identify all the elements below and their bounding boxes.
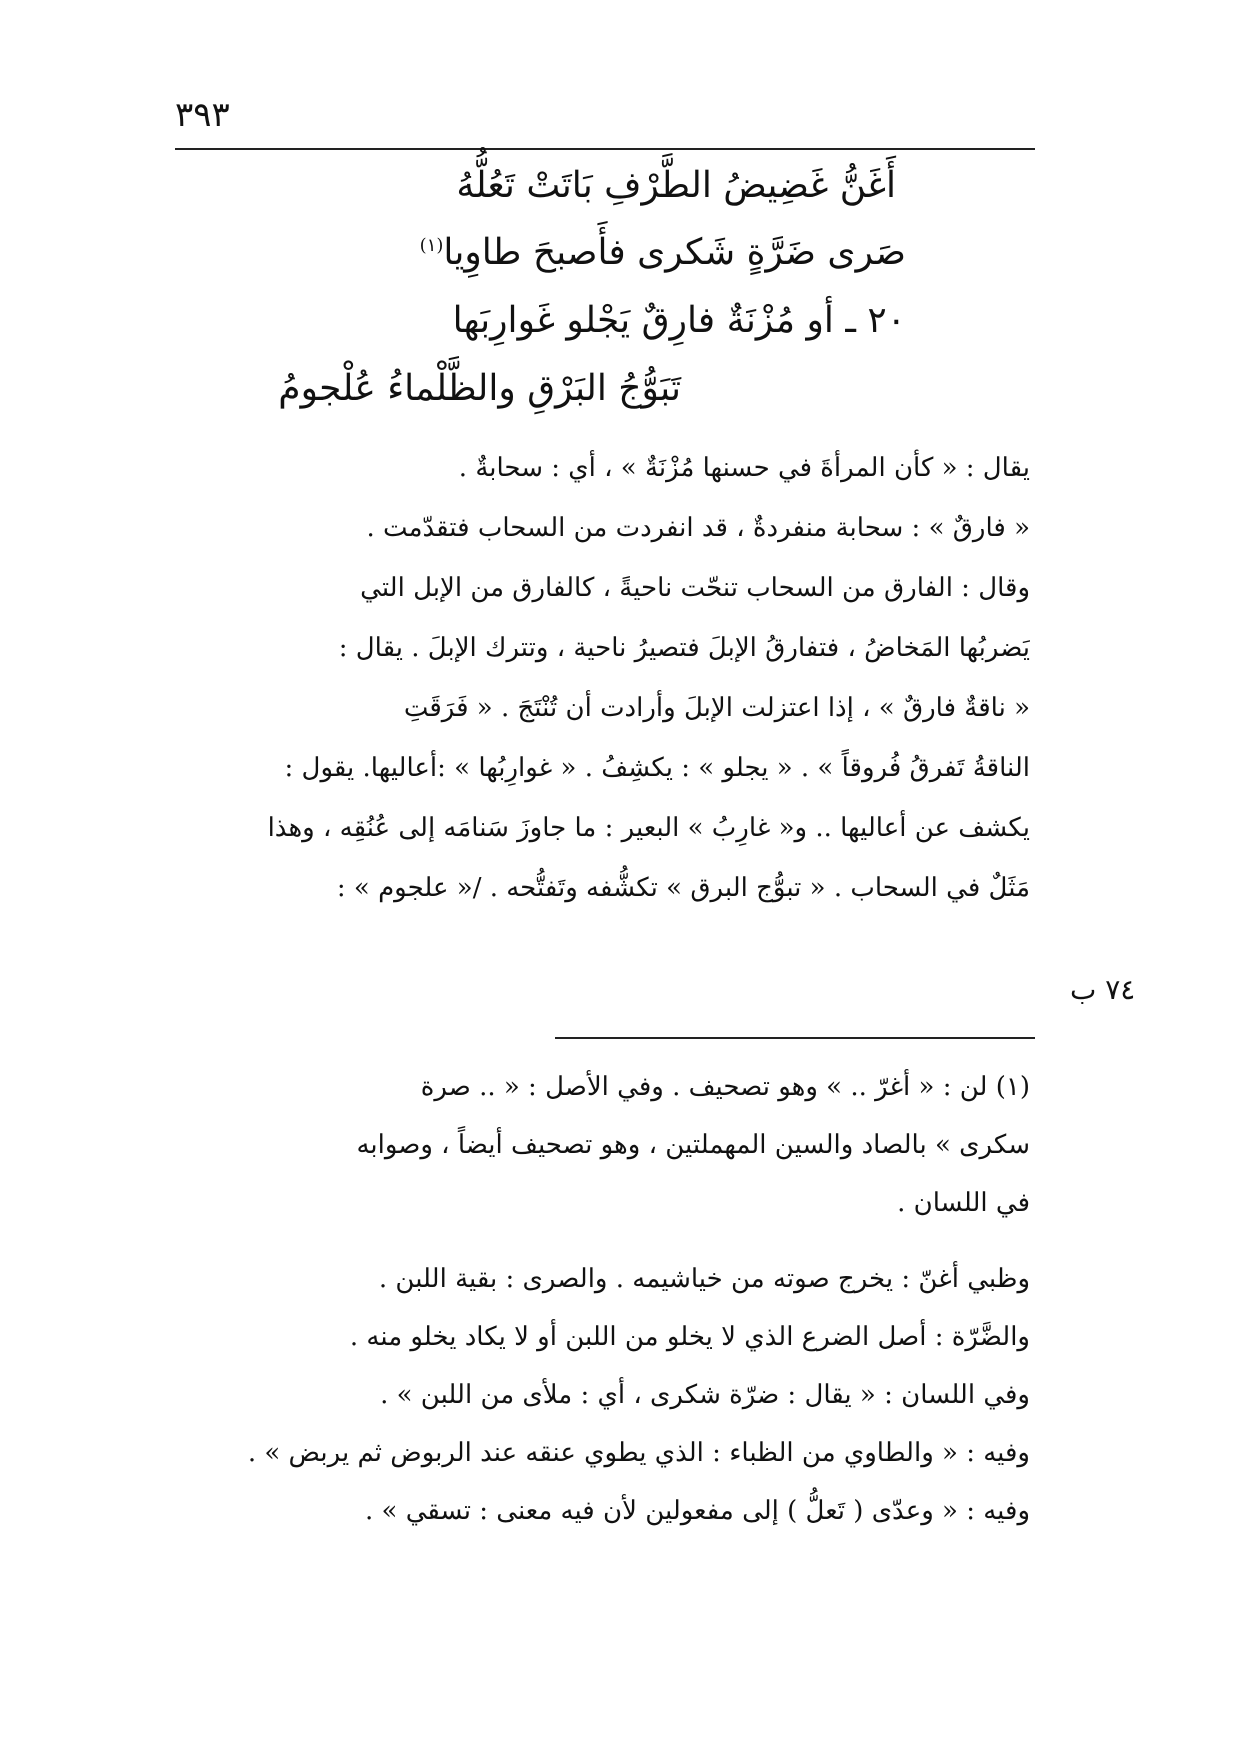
editor-notes — [175, 1250, 1030, 1540]
editor-note-line: وفيه : « والطاوي من الظباء : الذي يطوي عنقه عند الربوض ثم يربض » . — [247, 1438, 1030, 1468]
margin-folio-note: ٧٤ ب — [1070, 973, 1136, 1006]
editor-note-line: والضَّرّة : أصل الضرع الذي لا يخلو من اللبن أو لا يكاد يخلو منه . — [349, 1322, 1030, 1352]
commentary-line: يقال : « كأن المرأةَ في حسنها مُزْنَةٌ » ، أي : سحابةٌ . — [458, 453, 1030, 483]
commentary-line: « ناقةٌ فارقٌ » ، إذا اعتزلت الإبلَ وأرادت أن تُنْتَجَ . « فَرَقَتِ — [403, 693, 1030, 723]
commentary-line: يَضربُها المَخاضُ ، فتفارقُ الإبلَ فتصيرُ ناحية ، وتترك الإبلَ . يقال : — [338, 633, 1030, 663]
footnote-rule — [555, 1037, 1035, 1039]
footnote — [175, 1058, 1030, 1232]
footnote-line: سكرى » بالصاد والسين المهملتين ، وهو تصحيف أيضاً ، وصوابه — [356, 1130, 1030, 1160]
page-number: ٣٩٣ — [175, 95, 230, 135]
footnote-line: في اللسان . — [897, 1188, 1030, 1218]
header-rule — [175, 148, 1035, 150]
editor-note-line: وفي اللسان : « يقال : ضرّة شكرى ، أي : ملأى من اللبن » . — [380, 1380, 1030, 1410]
verse-line-1: أَغَنُّ غَضِيضُ الطَّرْفِ بَاتَتْ تَعُلُّهُ — [456, 165, 896, 206]
commentary — [175, 438, 1030, 918]
commentary-line: وقال : الفارق من السحاب تنحّت ناحيةً ، كالفارق من الإبل التي — [360, 573, 1030, 603]
verse-line-4: تَبَوُّجُ البَرْقِ والظَّلْماءُ عُلْجومُ — [278, 368, 681, 409]
verse-line-2-text: صَرى ضَرَّةٍ شَكرى فأَصبحَ طاوِيا — [443, 232, 906, 273]
commentary-line: مَثَلٌ في السحاب . « تبوُّج البرق » تكشُّفه وتَفتُّحه . /« علجوم » : — [336, 873, 1030, 903]
footnote-ref: (١) — [419, 235, 444, 256]
editor-note-line: وظبي أغنّ : يخرج صوته من خياشيمه . والصرى : بقية اللبن . — [378, 1264, 1030, 1294]
commentary-line: الناقةُ تَفرقُ فُروقاً » . « يجلو » : يكشِفُ . « غوارِبُها » :أعاليها. يقول : — [284, 753, 1030, 783]
commentary-line: « فارقٌ » : سحابة منفردةٌ ، قد انفردت من السحاب فتقدّمت . — [366, 513, 1030, 543]
editor-note-line: وفيه : « وعدّى ( تَعلُّ ) إلى مفعولين لأن فيه معنى : تسقي » . — [365, 1496, 1030, 1526]
commentary-line: يكشف عن أعاليها .. و« غارِبُ » البعير : ما جاوزَ سَنامَه إلى عُنُقِه ، وهذا — [267, 813, 1030, 843]
verse-line-2 — [420, 232, 906, 273]
verse-line-3: ٢٠ ـ أو مُزْنَةٌ فارِقٌ يَجْلو غَوارِبَها — [452, 300, 906, 341]
footnote-line: (١) لن : « أغرّ .. » وهو تصحيف . وفي الأصل : « .. صرة — [420, 1072, 1030, 1102]
